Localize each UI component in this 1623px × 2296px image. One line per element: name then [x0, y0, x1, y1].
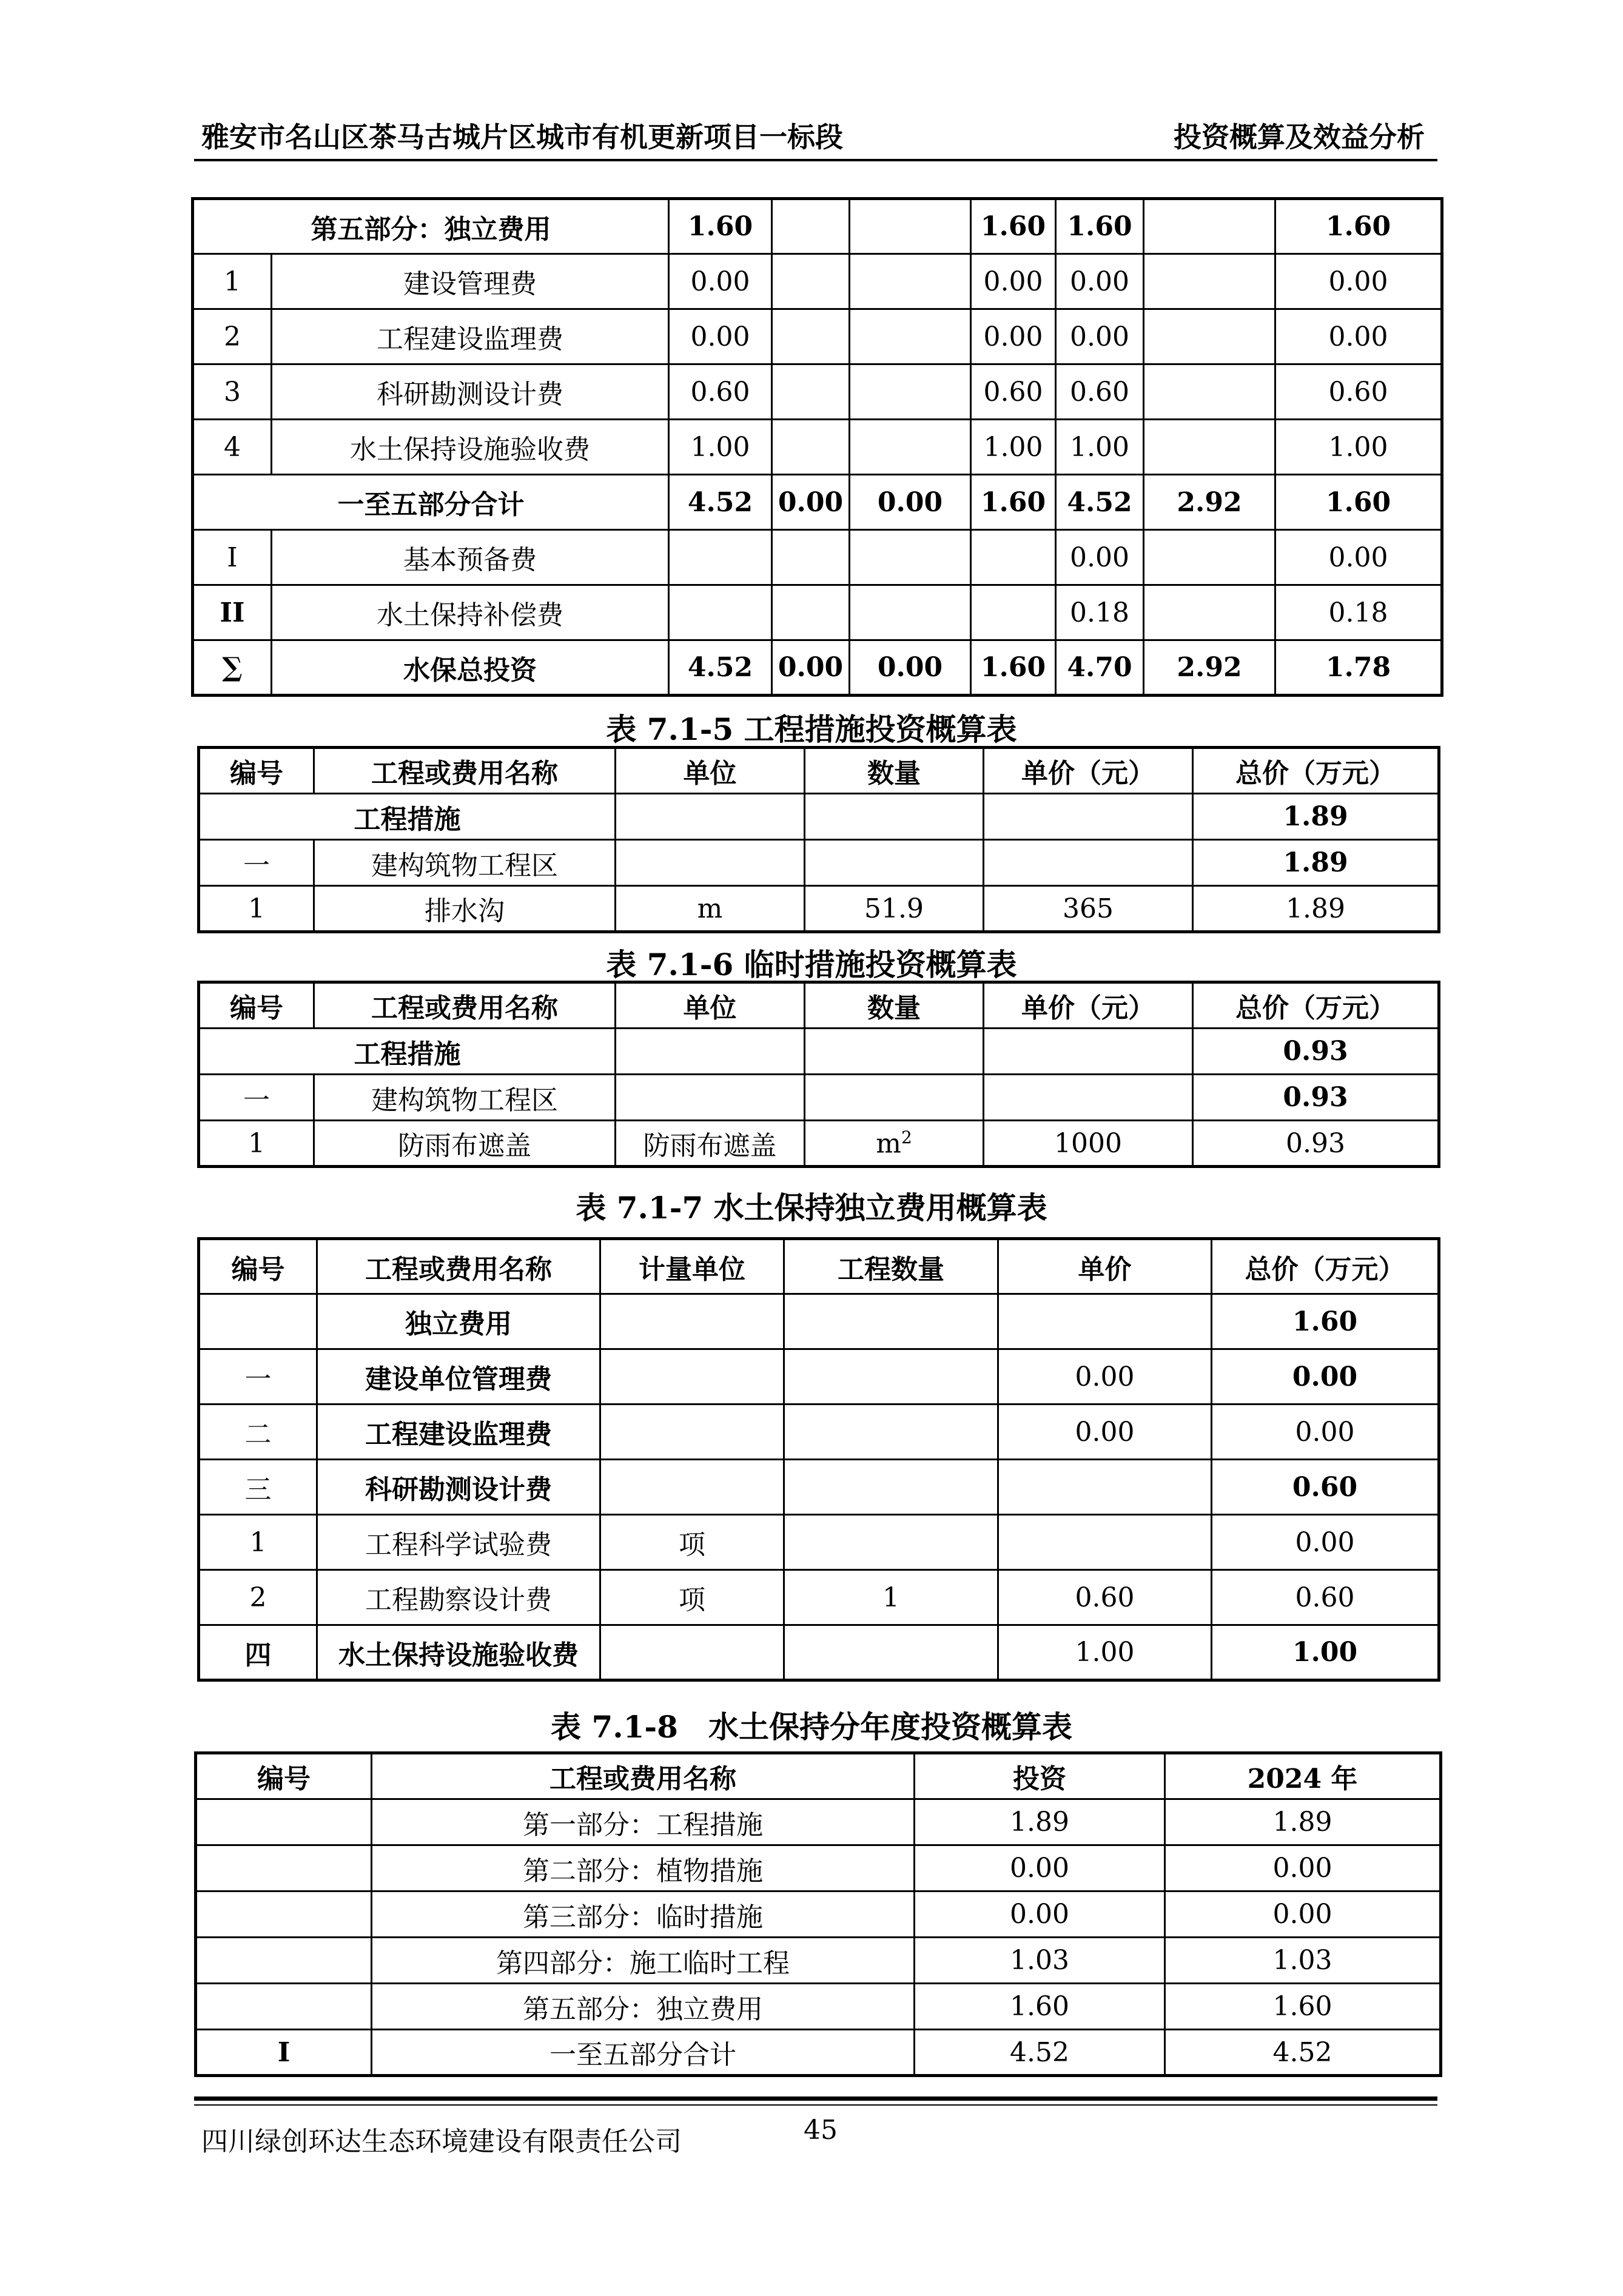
row-number: ∑ [193, 640, 272, 696]
total-cell: 0.93 [1193, 1075, 1439, 1121]
column-header: 计量单位 [600, 1239, 784, 1294]
quantity-cell [805, 1075, 984, 1121]
table-row [196, 2030, 1441, 2076]
column-header: 单价（元） [984, 748, 1193, 794]
header-rule [194, 159, 1437, 161]
quantity-cell [784, 1460, 998, 1515]
column-header: 编号 [199, 1239, 317, 1294]
unit-cell [616, 1029, 805, 1075]
investment-cell: 0.00 [915, 1892, 1165, 1938]
total-cell: 0.00 [1212, 1515, 1439, 1570]
value-cell: 1.60 [1056, 199, 1144, 254]
row-number: 1 [199, 1121, 314, 1167]
investment-cell: 1.60 [915, 1984, 1165, 2030]
row-label: 一至五部分合计 [372, 2030, 915, 2076]
table-5-caption: 表 7.1-5 工程措施投资概算表 [606, 711, 1017, 747]
row-label: 工程措施 [199, 1029, 616, 1075]
row-number: 一 [199, 1075, 314, 1121]
value-cell: 1.60 [1275, 199, 1442, 254]
table-row [196, 1938, 1441, 1984]
header-title: 雅安市名山区茶马古城片区城市有机更新项目一标段 [201, 121, 843, 153]
table-header-row [199, 1239, 1439, 1294]
independent-cost-table [197, 1237, 1440, 1682]
table-header-row [196, 1753, 1441, 1799]
table-row [193, 475, 1442, 530]
unit-cell [600, 1625, 784, 1680]
row-label: 一至五部分合计 [193, 475, 669, 530]
total-cell: 1.89 [1193, 886, 1439, 932]
table-row [196, 1984, 1441, 2030]
column-header: 工程或费用名称 [314, 982, 616, 1029]
investment-cell: 1.03 [915, 1938, 1165, 1984]
value-cell [772, 254, 850, 309]
row-label: 水土保持设施验收费 [272, 420, 669, 475]
row-label: 工程建设监理费 [272, 309, 669, 364]
row-number: II [193, 585, 272, 640]
column-header: 单价 [998, 1239, 1212, 1294]
value-cell: 0.00 [772, 475, 850, 530]
value-cell: 0.00 [772, 640, 850, 696]
quantity-cell [805, 1029, 984, 1075]
value-cell: 1.60 [1275, 475, 1442, 530]
year-cell: 1.03 [1165, 1938, 1441, 1984]
price-cell: 1.00 [998, 1625, 1212, 1680]
quantity-cell [805, 794, 984, 840]
row-number: I [196, 2030, 372, 2076]
table-6-caption: 表 7.1-6 临时措施投资概算表 [606, 947, 1017, 982]
table-row [199, 1121, 1439, 1167]
row-number: 一 [199, 840, 314, 886]
table-row [199, 1460, 1439, 1515]
value-cell: 4.70 [1056, 640, 1144, 696]
row-label: 第五部分：独立费用 [372, 1984, 915, 2030]
unit-cell [600, 1460, 784, 1515]
table-row [199, 1029, 1439, 1075]
column-header: 工程数量 [784, 1239, 998, 1294]
row-label: 水保总投资 [272, 640, 669, 696]
column-header: 单位 [616, 748, 805, 794]
row-label: 独立费用 [317, 1294, 600, 1349]
table-row [199, 1294, 1439, 1349]
table-row [193, 420, 1442, 475]
row-label: 第四部分：施工临时工程 [372, 1938, 915, 1984]
value-cell [850, 420, 971, 475]
row-number [196, 1892, 372, 1938]
row-number: 2 [193, 309, 272, 364]
unit-cell [600, 1294, 784, 1349]
value-cell: 0.00 [1056, 309, 1144, 364]
column-header: 工程或费用名称 [317, 1239, 600, 1294]
price-cell [984, 1075, 1193, 1121]
row-label: 工程科学试验费 [317, 1515, 600, 1570]
value-cell [850, 530, 971, 585]
row-label: 科研勘测设计费 [272, 364, 669, 420]
table-row [193, 364, 1442, 420]
year-cell: 0.00 [1165, 1892, 1441, 1938]
investment-summary-table [191, 197, 1443, 697]
unit-cell: 项 [600, 1515, 784, 1570]
row-label: 排水沟 [314, 886, 616, 932]
value-cell [772, 420, 850, 475]
row-label: 第三部分：临时措施 [372, 1892, 915, 1938]
unit-cell [616, 794, 805, 840]
row-label: 工程建设监理费 [317, 1405, 600, 1460]
value-cell: 4.52 [1056, 475, 1144, 530]
row-label: 水土保持设施验收费 [317, 1625, 600, 1680]
quantity-cell: 51.9 [805, 886, 984, 932]
year-cell: 1.89 [1165, 1799, 1441, 1845]
quantity-cell [784, 1405, 998, 1460]
year-cell: 4.52 [1165, 2030, 1441, 2076]
table-row [199, 1625, 1439, 1680]
table-row [196, 1799, 1441, 1845]
table-row [196, 1892, 1441, 1938]
unit-cell [600, 1405, 784, 1460]
row-number: 3 [193, 364, 272, 420]
row-number [196, 1845, 372, 1892]
column-header: 总价（万元） [1193, 748, 1439, 794]
value-cell: 4.52 [669, 475, 772, 530]
column-header: 单价（元） [984, 982, 1193, 1029]
table-row [199, 1515, 1439, 1570]
column-header: 编号 [199, 982, 314, 1029]
investment-cell: 4.52 [915, 2030, 1165, 2076]
footer-company: 四川绿创环达生态环境建设有限责任公司 [201, 2126, 682, 2157]
row-number: 1 [199, 1515, 317, 1570]
value-cell: 0.60 [1275, 364, 1442, 420]
unit-superscript: 2 [901, 1127, 912, 1147]
value-cell: 0.00 [1056, 254, 1144, 309]
value-cell: 0.00 [850, 475, 971, 530]
total-cell: 0.00 [1212, 1349, 1439, 1405]
value-cell: 0.00 [971, 309, 1056, 364]
unit-cell [616, 1075, 805, 1121]
value-cell [850, 199, 971, 254]
table-row [199, 1075, 1439, 1121]
row-number [196, 1938, 372, 1984]
column-header: 总价（万元） [1193, 982, 1439, 1029]
value-cell: 1.00 [669, 420, 772, 475]
value-cell: 0.60 [1056, 364, 1144, 420]
unit-text: m [876, 1128, 901, 1160]
quantity-cell [805, 840, 984, 886]
price-cell [984, 794, 1193, 840]
row-number: 2 [199, 1570, 317, 1625]
price-cell: 1000 [984, 1121, 1193, 1167]
price-cell [984, 1029, 1193, 1075]
table-row [199, 1570, 1439, 1625]
row-number: 二 [199, 1405, 317, 1460]
table-row [196, 1845, 1441, 1892]
unit-cell: 项 [600, 1570, 784, 1625]
total-cell: 0.60 [1212, 1460, 1439, 1515]
row-label: 建设单位管理费 [317, 1349, 600, 1405]
row-label: 工程措施 [199, 794, 616, 840]
value-cell [850, 585, 971, 640]
column-header: 数量 [805, 982, 984, 1029]
value-cell [772, 309, 850, 364]
page-number: 45 [804, 2115, 838, 2146]
row-number: 1 [193, 254, 272, 309]
annual-investment-table [194, 1751, 1442, 2077]
value-cell: 1.00 [1275, 420, 1442, 475]
unit-cell: m [616, 886, 805, 932]
value-cell: 1.60 [971, 199, 1056, 254]
table-row [193, 585, 1442, 640]
temporary-measures-table [197, 981, 1440, 1168]
row-label: 第一部分：工程措施 [372, 1799, 915, 1845]
row-label: 水土保持补偿费 [272, 585, 669, 640]
value-cell [1144, 199, 1275, 254]
engineering-measures-table [197, 746, 1440, 933]
value-cell [971, 585, 1056, 640]
row-number: 4 [193, 420, 272, 475]
price-cell [984, 840, 1193, 886]
value-cell [850, 309, 971, 364]
row-label: 建构筑物工程区 [314, 1075, 616, 1121]
value-cell: 0.00 [850, 640, 971, 696]
value-cell [772, 199, 850, 254]
value-cell [669, 530, 772, 585]
row-number [196, 1984, 372, 2030]
value-cell: 0.60 [669, 364, 772, 420]
row-number: 一 [199, 1349, 317, 1405]
price-cell: 0.60 [998, 1570, 1212, 1625]
total-cell: 1.00 [1212, 1625, 1439, 1680]
column-header: 总价（万元） [1212, 1239, 1439, 1294]
value-cell [1144, 585, 1275, 640]
value-cell: 1.60 [669, 199, 772, 254]
total-cell: 0.60 [1212, 1570, 1439, 1625]
column-header: 工程或费用名称 [372, 1753, 915, 1799]
row-label: 工程勘察设计费 [317, 1570, 600, 1625]
column-header: 编号 [196, 1753, 372, 1799]
total-cell: 1.60 [1212, 1294, 1439, 1349]
value-cell: 1.60 [971, 640, 1056, 696]
price-cell [998, 1515, 1212, 1570]
column-header: 数量 [805, 748, 984, 794]
table-row [199, 1349, 1439, 1405]
table-header-row [199, 748, 1439, 794]
header-section: 投资概算及效益分析 [1174, 121, 1425, 153]
value-cell [850, 254, 971, 309]
column-header: 2024 年 [1165, 1753, 1441, 1799]
footer-rule-thin [194, 2104, 1437, 2106]
row-label: 基本预备费 [272, 530, 669, 585]
quantity-cell [784, 1349, 998, 1405]
price-cell [998, 1294, 1212, 1349]
year-cell: 1.60 [1165, 1984, 1441, 2030]
row-number: 三 [199, 1460, 317, 1515]
table-row [193, 530, 1442, 585]
unit-cell [616, 840, 805, 886]
value-cell: 1.60 [971, 475, 1056, 530]
column-header: 单位 [616, 982, 805, 1029]
value-cell: 2.92 [1144, 640, 1275, 696]
row-label: 建构筑物工程区 [314, 840, 616, 886]
value-cell: 4.52 [669, 640, 772, 696]
table-7-caption: 表 7.1-7 水土保持独立费用概算表 [576, 1190, 1047, 1226]
quantity-cell [805, 1121, 984, 1167]
value-cell: 0.00 [669, 309, 772, 364]
investment-cell: 0.00 [915, 1845, 1165, 1892]
value-cell: 0.00 [669, 254, 772, 309]
value-cell: 0.18 [1056, 585, 1144, 640]
value-cell [1144, 420, 1275, 475]
table-row [193, 640, 1442, 696]
row-number: 四 [199, 1625, 317, 1680]
value-cell [1144, 364, 1275, 420]
value-cell: 0.00 [971, 254, 1056, 309]
quantity-cell [784, 1625, 998, 1680]
table-header-row [199, 982, 1439, 1029]
row-label: 防雨布遮盖 [314, 1121, 616, 1167]
value-cell: 1.78 [1275, 640, 1442, 696]
row-number: 1 [199, 886, 314, 932]
table-row [193, 309, 1442, 364]
unit-cell [600, 1349, 784, 1405]
table-8-caption: 表 7.1-8 水土保持分年度投资概算表 [551, 1709, 1072, 1745]
row-number: I [193, 530, 272, 585]
value-cell [971, 530, 1056, 585]
row-label: 第五部分：独立费用 [193, 199, 669, 254]
value-cell [772, 364, 850, 420]
value-cell: 0.00 [1275, 530, 1442, 585]
row-label: 科研勘测设计费 [317, 1460, 600, 1515]
total-cell: 0.93 [1193, 1121, 1439, 1167]
value-cell [1144, 530, 1275, 585]
value-cell: 2.92 [1144, 475, 1275, 530]
value-cell [772, 585, 850, 640]
value-cell [772, 530, 850, 585]
value-cell: 1.00 [971, 420, 1056, 475]
column-header: 投资 [915, 1753, 1165, 1799]
value-cell: 1.00 [1056, 420, 1144, 475]
value-cell: 0.00 [1275, 309, 1442, 364]
value-cell [1144, 254, 1275, 309]
row-label: 建设管理费 [272, 254, 669, 309]
table-row [193, 254, 1442, 309]
total-cell: 0.00 [1212, 1405, 1439, 1460]
row-number [196, 1799, 372, 1845]
price-cell: 0.00 [998, 1349, 1212, 1405]
total-cell: 1.89 [1193, 840, 1439, 886]
total-cell: 1.89 [1193, 794, 1439, 840]
value-cell [669, 585, 772, 640]
value-cell: 0.00 [1275, 254, 1442, 309]
table-row [193, 199, 1442, 254]
table-row [199, 794, 1439, 840]
column-header: 编号 [199, 748, 314, 794]
row-label: 第二部分：植物措施 [372, 1845, 915, 1892]
row-number [199, 1294, 317, 1349]
value-cell: 0.18 [1275, 585, 1442, 640]
column-header: 工程或费用名称 [314, 748, 616, 794]
total-cell: 0.93 [1193, 1029, 1439, 1075]
table-row [199, 886, 1439, 932]
value-cell [850, 364, 971, 420]
value-cell [1144, 309, 1275, 364]
footer-rule [194, 2096, 1437, 2101]
price-cell [998, 1460, 1212, 1515]
table-row [199, 1405, 1439, 1460]
unit-cell: 防雨布遮盖 [616, 1121, 805, 1167]
quantity-cell: 1 [784, 1570, 998, 1625]
year-cell: 0.00 [1165, 1845, 1441, 1892]
quantity-cell [784, 1294, 998, 1349]
value-cell: 0.60 [971, 364, 1056, 420]
investment-cell: 1.89 [915, 1799, 1165, 1845]
value-cell: 0.00 [1056, 530, 1144, 585]
price-cell: 0.00 [998, 1405, 1212, 1460]
price-cell: 365 [984, 886, 1193, 932]
quantity-cell [784, 1515, 998, 1570]
table-row [199, 840, 1439, 886]
